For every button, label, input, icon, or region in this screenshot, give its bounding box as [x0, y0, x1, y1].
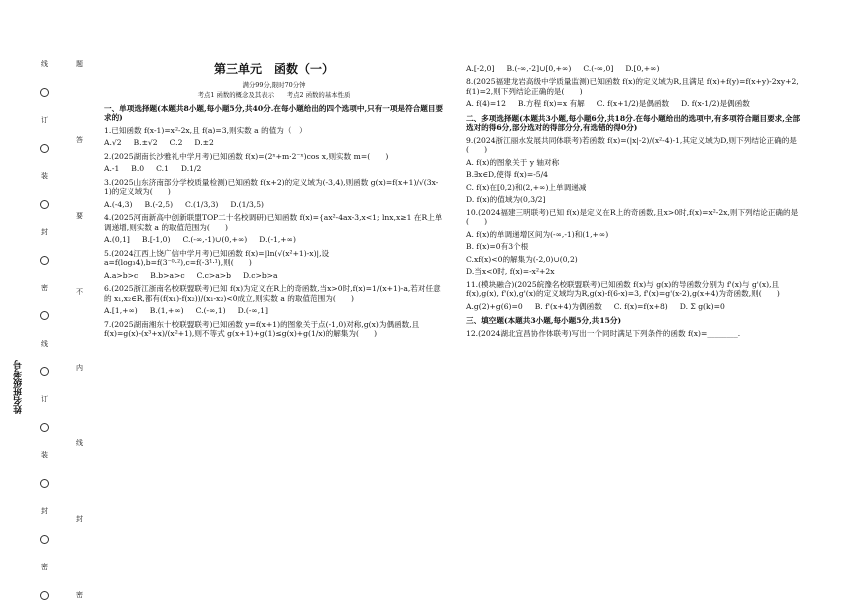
- option-row: [104, 200, 444, 209]
- binding-mid-mark: 密: [76, 591, 83, 600]
- binding-hole: [40, 479, 49, 488]
- option: C.2: [169, 138, 183, 148]
- binding-mark: 密: [41, 283, 48, 292]
- option: C.c>a>b: [196, 270, 231, 280]
- question-text: B. f(x)=0有3个根: [466, 242, 529, 252]
- question-text: 10.(2024福建三明联考)已知 f(x)是定义在R上的奇函数,且x>0时,f(x)=x²-2x,则下列结论正确的是( ): [466, 207, 799, 227]
- question-text: 6.(2025浙江浙南名校联盟联考)已知 f(x)为定义在R上的奇函数,当x>0时,f(x)=1/(x+1)-a,若对任意的 x₁,x₂∈R,都有(f(x₁)-f(x₂))/(x₁-x₂)<0成立,则实数 a 的取值范围为( ): [104, 284, 441, 303]
- binding-hole: [40, 423, 49, 432]
- section-heading: 二、多项选择题(本题共3小题,每小题6分,共18分.在每小题给出的选项中,有多项符合题目要求,全部选对的得6分,部分选对的得部分分,有选错的得0分): [466, 113, 801, 133]
- question-text: C. f(x)在[0,2)和(2,+∞)上单调递减: [466, 182, 587, 192]
- option: B.(1,+∞): [149, 306, 184, 316]
- option: D.[0,+∞): [625, 64, 660, 73]
- binding-mid-mark: 封: [76, 515, 83, 524]
- option: B.方程 f(x)=x 有解: [517, 99, 585, 109]
- option: B.0: [131, 164, 145, 174]
- option: C.(1/3,3): [185, 199, 219, 209]
- right-column: [466, 62, 806, 341]
- question-text: 7.(2025湖南湘东十校联盟联考)已知函数 y=f(x+1)的图象关于点(-1,0)对称,g(x)为偶函数,且 f(x)=g(x)-(x³+x)/(x²+1),则不等式 g(x+1)+g(1)≤g(x)+g(1/x)的解集为( ): [104, 319, 420, 339]
- option: A. f(4)=12: [466, 99, 506, 109]
- option-row: [466, 99, 806, 108]
- option: A.[1,+∞): [104, 306, 138, 316]
- option: B.b>a>c: [150, 270, 185, 280]
- binding-mark: 线: [41, 60, 48, 68]
- option: A.(-4,3): [104, 199, 133, 209]
- binding-hole: [40, 367, 49, 376]
- option-row: [466, 302, 806, 311]
- option: D.c>b>a: [242, 270, 278, 280]
- option: D.(-∞,1]: [237, 306, 268, 316]
- option: B.±√2: [133, 138, 158, 148]
- option: A.(0,1]: [104, 235, 130, 245]
- binding-mark: 装: [41, 171, 48, 180]
- option: B.(-2,5): [144, 199, 174, 209]
- option: B.(-∞,-2]∪[0,+∞): [506, 64, 572, 73]
- option: B.[-1,0): [141, 235, 171, 245]
- option: C.(-∞,-1)∪(0,+∞): [182, 235, 248, 245]
- option: A.[-2,0]: [466, 64, 495, 73]
- option-row: [466, 64, 806, 73]
- binding-hole: [40, 200, 49, 209]
- section-heading: 三、填空题(本题共3小题,每小题5分,共15分): [466, 316, 622, 326]
- left-column: [104, 62, 444, 342]
- option-row: [104, 306, 444, 315]
- option-row: [104, 235, 444, 244]
- page-title: 第三单元 函数（一）: [213, 62, 334, 76]
- option: C.(-∞,1): [195, 306, 226, 316]
- option: A.a>b>c: [104, 270, 139, 280]
- question-text: B.∃x∈D,使得 f(x)=-5/4: [466, 170, 549, 180]
- option: C. f(x+1/2)是偶函数: [596, 99, 670, 109]
- question-text: 4.(2025河南新高中创新联盟TOP二十名校调研)已知函数 f(x)={ax²-4ax-3,x<1; lnx,x≥1 在R上单调递增,则实数 a 的取值范围为( ): [104, 213, 443, 232]
- binding-left-marks: [40, 60, 49, 600]
- question-text: D.当x<0时, f(x)=-x²+2x: [466, 267, 555, 277]
- option: D.(-1,+∞): [259, 235, 296, 245]
- option: D.±2: [194, 138, 214, 148]
- binding-hole: [40, 591, 49, 600]
- student-fields: [14, 360, 25, 414]
- option-row: [104, 138, 444, 147]
- option: D.1/2: [180, 164, 202, 174]
- question-text: 8.(2025福建龙岩高级中学质量监测)已知函数 f(x)的定义域为R,且满足 f(x)+f(y)=f(x+y)-2xy+2, f(1)=2,则下列结论正确的是( ): [466, 77, 799, 96]
- section-heading: 一、单项选择题(本题共8小题,每小题5分,共40分.在每小题给出的四个选项中,只有一项是符合题目要求的): [104, 104, 444, 123]
- question-text: 1.已知函数 f(x-1)=x²-2x,且 f(a)=3,则实数 a 的值为（ ）: [104, 125, 307, 135]
- binding-mark: 线: [41, 339, 48, 348]
- question-text: 2.(2025湖南长沙雅礼中学月考)已知函数 f(x)=(2ˣ+m·2⁻ˣ)cos x,则实数 m=( ): [104, 151, 389, 161]
- binding-mark: 装: [41, 451, 48, 460]
- binding-mid-mark: 线: [76, 439, 83, 448]
- option: B. f'(x+4)为偶函数: [534, 301, 602, 311]
- binding-hole: [40, 535, 49, 544]
- question-text: 5.(2024江西上饶广信中学月考)已知函数 f(x)=|ln(√(x²+1)-x)|,设 a=f(log₃4),b=f(3⁻⁰·²),c=f(-3¹·¹),则( ): [104, 248, 330, 268]
- binding-mid-mark: 内: [76, 363, 83, 372]
- binding-mid-mark: 题: [76, 60, 83, 68]
- option-row: [104, 271, 444, 280]
- question-text: D. f(x)的值域为(0,3/2]: [466, 195, 546, 205]
- score-time: 满分99分,限时70分钟: [242, 81, 306, 89]
- binding-hole: [40, 88, 49, 97]
- option: D. f(x-1/2)是偶函数: [681, 99, 750, 109]
- question-text: 12.(2024湖北宜昌协作体联考)写出一个同时满足下列条件的函数 f(x)=________.: [466, 328, 741, 338]
- binding-mid-mark: 不: [76, 287, 83, 296]
- question-text: 11.(模块融合)(2025皖豫名校联盟联考)已知函数 f(x)与 g(x)的导函数分别为 f'(x)与 g'(x),且 f(x),g(x), f'(x),g'(x)的定义域均为R,g(x)-f(6-x)=3, f'(x)=g'(x-2),g(x+4)为奇函数,则( ): [466, 279, 780, 299]
- binding-mark: 密: [41, 563, 48, 572]
- binding-mark: 封: [41, 507, 48, 516]
- option: D. Σ g(k)=0: [679, 301, 725, 311]
- option: D.(1/3,5): [230, 199, 265, 209]
- binding-mid-marks: [76, 60, 83, 600]
- binding-hole: [40, 311, 49, 320]
- option: C.(-∞,0]: [583, 64, 614, 73]
- binding-mark: 订: [41, 115, 48, 124]
- question-text: A. f(x)的图象关于 y 轴对称: [466, 157, 560, 167]
- binding-mid-mark: 要: [76, 211, 83, 220]
- option: A.√2: [104, 138, 122, 148]
- option: C. f(x)=f(x+8): [613, 301, 668, 311]
- option-row: [104, 164, 444, 173]
- binding-mark: 订: [41, 395, 48, 404]
- question-text: 9.(2024浙江丽水发展共同体联考)若函数 f(x)=(|x|-2)/(x²-4)-1,其定义域为D,则下列结论正确的是( ): [466, 135, 797, 155]
- question-text: C.xf(x)<0的解集为(-2,0)∪(0,2): [466, 254, 578, 264]
- option: A.g(2)+g(6)=0: [466, 301, 523, 311]
- student-field-label: 班级: [14, 378, 24, 396]
- binding-mid-mark: 答: [76, 135, 83, 144]
- student-field-label: 考号: [14, 360, 24, 378]
- question-text: A. f(x)的单调递增区间为(-∞,-1)和(1,+∞): [466, 229, 609, 239]
- option: A.-1: [104, 164, 120, 174]
- topic-points: 考点1 函数的概念及其表示 考点2 函数的基本性质: [197, 91, 351, 99]
- question-text: 3.(2025山东济南部分学校质量检测)已知函数 f(x+2)的定义域为(-3,4),则函数 g(x)=f(x+1)/√(3x-1)的定义域为( ): [104, 177, 439, 197]
- binding-mark: 封: [41, 227, 48, 236]
- option: C.1: [156, 164, 169, 174]
- student-field-label: 姓名: [14, 396, 24, 414]
- binding-hole: [40, 256, 49, 265]
- binding-margin: [0, 0, 88, 608]
- binding-hole: [40, 144, 49, 153]
